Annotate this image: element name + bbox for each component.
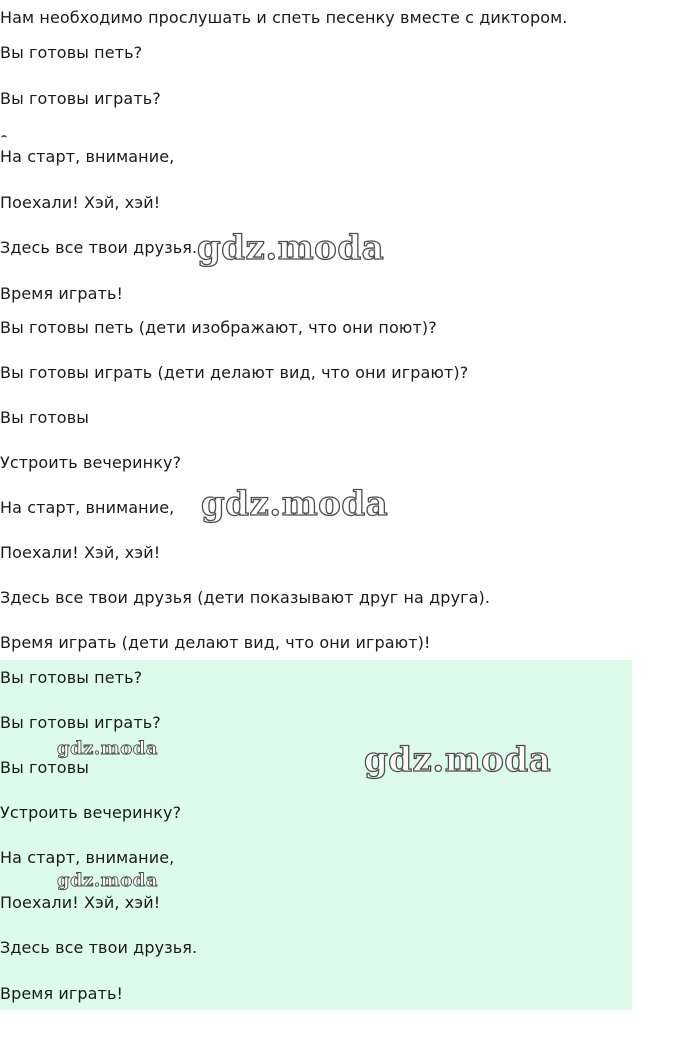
answer-line-3: Вы готовы (0, 758, 89, 777)
verse1-line-2: Вы готовы играть? (0, 89, 161, 108)
intro-text: Нам необходимо прослушать и спеть песенку вместе с диктором. (0, 8, 568, 27)
answer-line-4: Устроить вечеринку? (0, 803, 182, 822)
verse2-line-8: Время играть (дети делают вид, что они играют)! (0, 633, 431, 652)
verse1-line-4: Поехали! Хэй, хэй! (0, 193, 161, 212)
verse1-line-6: Время играть! (0, 284, 123, 303)
answer-line-2: Вы готовы играть? (0, 713, 161, 732)
answer-line-5: На старт, внимание, (0, 848, 175, 867)
watermark-logo-small: gdz.moda (57, 738, 158, 759)
watermark-logo: gdz.moda (197, 228, 385, 268)
verse2-line-5: На старт, внимание, (0, 498, 175, 517)
watermark-logo: gdz.moda (364, 740, 552, 780)
answer-line-8: Время играть! (0, 984, 123, 1003)
verse1-line-1: Вы готовы петь? (0, 43, 143, 62)
verse1-line-3: На старт, внимание, (0, 147, 175, 166)
verse1-line-5: Здесь все твои друзья. (0, 238, 198, 257)
verse2-line-7: Здесь все твои друзья (дети показывают друг на друга). (0, 588, 491, 607)
verse2-line-2: Вы готовы играть (дети делают вид, что они играют)? (0, 363, 469, 382)
watermark-logo-small: gdz.moda (57, 870, 158, 891)
partial-glyph-mark (0, 134, 9, 139)
watermark-logo: gdz.moda (201, 484, 389, 524)
verse2-line-1: Вы готовы петь (дети изображают, что они поют)? (0, 318, 437, 337)
answer-line-7: Здесь все твои друзья. (0, 938, 198, 957)
answer-line-1: Вы готовы петь? (0, 668, 143, 687)
verse2-line-3: Вы готовы (0, 408, 89, 427)
verse2-line-4: Устроить вечеринку? (0, 453, 182, 472)
verse2-line-6: Поехали! Хэй, хэй! (0, 543, 161, 562)
answer-line-6: Поехали! Хэй, хэй! (0, 893, 161, 912)
